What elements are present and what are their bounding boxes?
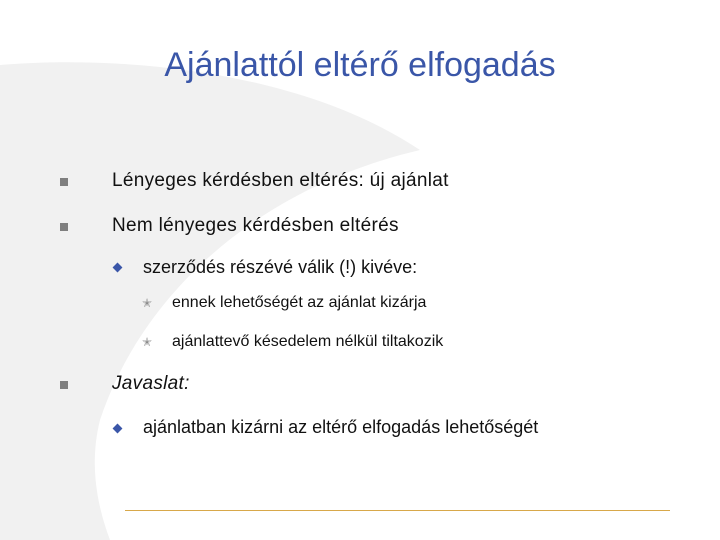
square-bullet-icon: [60, 381, 68, 389]
bullet-level1: Nem lényeges kérdésben eltérés: [112, 215, 399, 236]
square-bullet-icon: [60, 178, 68, 186]
bullet-level2: szerződés részévé válik (!) kivéve:: [143, 257, 418, 277]
footer-divider: [125, 510, 670, 511]
bullet-level2: ajánlatban kizárni az eltérő elfogadás lehetőségét: [143, 417, 539, 437]
star-bullet-icon: ✭: [142, 296, 153, 310]
square-bullet-icon: [60, 223, 68, 231]
bullet-level3: ajánlattevő késedelem nélkül tiltakozik: [172, 333, 444, 350]
bullet-level3: ennek lehetőségét az ajánlat kizárja: [172, 294, 427, 311]
bullet-level1: Lényeges kérdésben eltérés: új ajánlat: [112, 170, 449, 191]
slide-title: Ajánlattól eltérő elfogadás: [164, 46, 556, 84]
star-bullet-icon: ✭: [142, 335, 153, 349]
bullet-level1: Javaslat:: [112, 373, 190, 394]
